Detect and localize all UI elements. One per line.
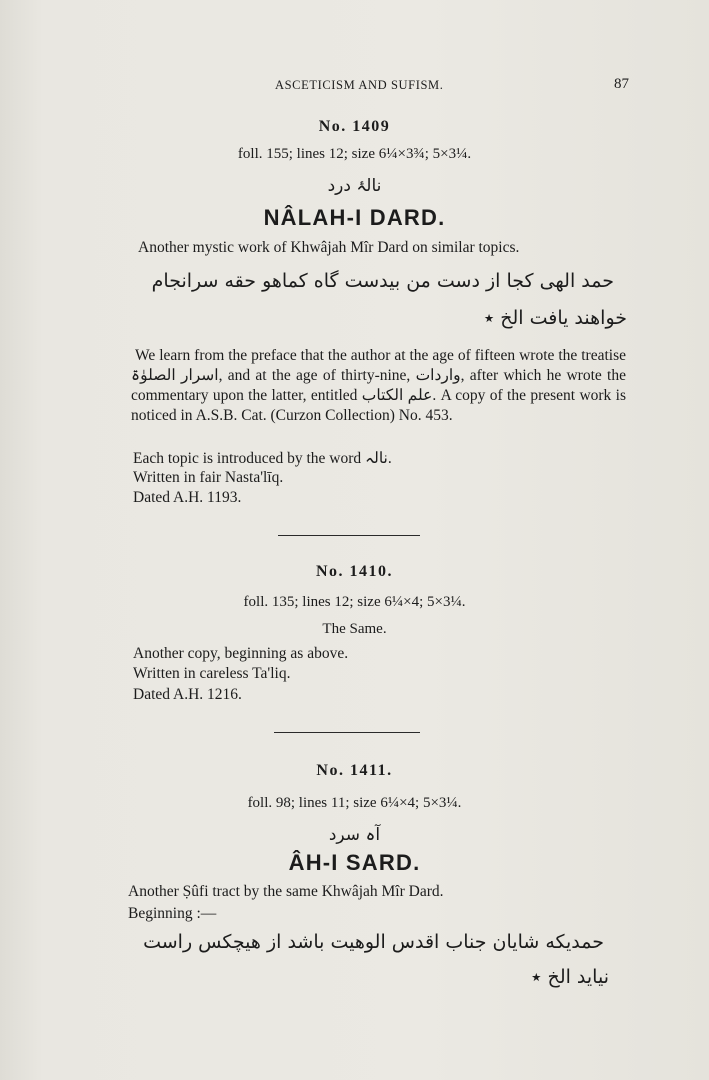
page-number: 87 — [614, 76, 629, 92]
entry-physical-description: foll. 155; lines 12; size 6¼×3¾; 5×3¼. — [237, 146, 472, 162]
entry-physical-description: foll. 98; lines 11; size 6¼×4; 5×3¼. — [247, 795, 462, 811]
entry-description: Another Ṣûfi tract by the same Khwâjah Mîr Dard. — [128, 883, 444, 900]
entry-description: Another mystic work of Khwâjah Mîr Dard on similar topics. — [138, 239, 520, 256]
entry-arabic-title: نالۂ درد — [327, 176, 382, 196]
entry-physical-description: foll. 135; lines 12; size 6¼×4; 5×3¼. — [243, 594, 466, 610]
entry-note: Written in fair Nasta'līq. — [133, 469, 284, 486]
entry-note: Each topic is introduced by the word نالہ. — [133, 450, 392, 467]
beginning-label: Beginning :— — [128, 905, 217, 922]
arabic-incipit-line: خواهند یافت الخ ٭ — [483, 307, 627, 329]
entry-arabic-title: آہ سرد — [328, 825, 381, 845]
entry-subtitle: The Same. — [322, 621, 387, 637]
entry-number-1409: No. 1409 — [318, 118, 391, 135]
entry-paragraph: We learn from the preface that the author at the age of fifteen wrote the treatise اسرار الصلوٰۃ, and at the age of thirty-nine, واردات, after which he wrote the commentary upon the latter, entitled علم الکتاب. A copy of the present work is noticed in A.S.B. Cat. (Curzon Collection) No. 453. — [131, 347, 626, 424]
running-title: ASCETICISM AND SUFISM. — [275, 78, 444, 92]
entry-note: Dated A.H. 1193. — [133, 489, 242, 506]
entry-title: NÂLAH-I DARD. — [263, 205, 446, 230]
arabic-incipit-line: حمدیکه شایان جناب اقدس الوهیت باشد از هیچکس راست — [143, 931, 604, 953]
section-divider — [274, 732, 420, 733]
section-divider — [278, 535, 420, 536]
entry-number-1411: No. 1411. — [316, 762, 393, 779]
arabic-incipit-line: حمد الهی کجا از دست من بیدست گاه کماهو حقه سرانجام — [151, 270, 614, 292]
entry-number-1410: No. 1410. — [315, 563, 394, 580]
arabic-incipit-line: نیاید الخ ٭ — [531, 966, 609, 988]
entry-note: Another copy, beginning as above. — [133, 645, 349, 662]
entry-title: ÂH-I SARD. — [288, 850, 421, 875]
entry-note: Written in careless Ta'liq. — [133, 665, 291, 682]
entry-note: Dated A.H. 1216. — [133, 686, 242, 703]
